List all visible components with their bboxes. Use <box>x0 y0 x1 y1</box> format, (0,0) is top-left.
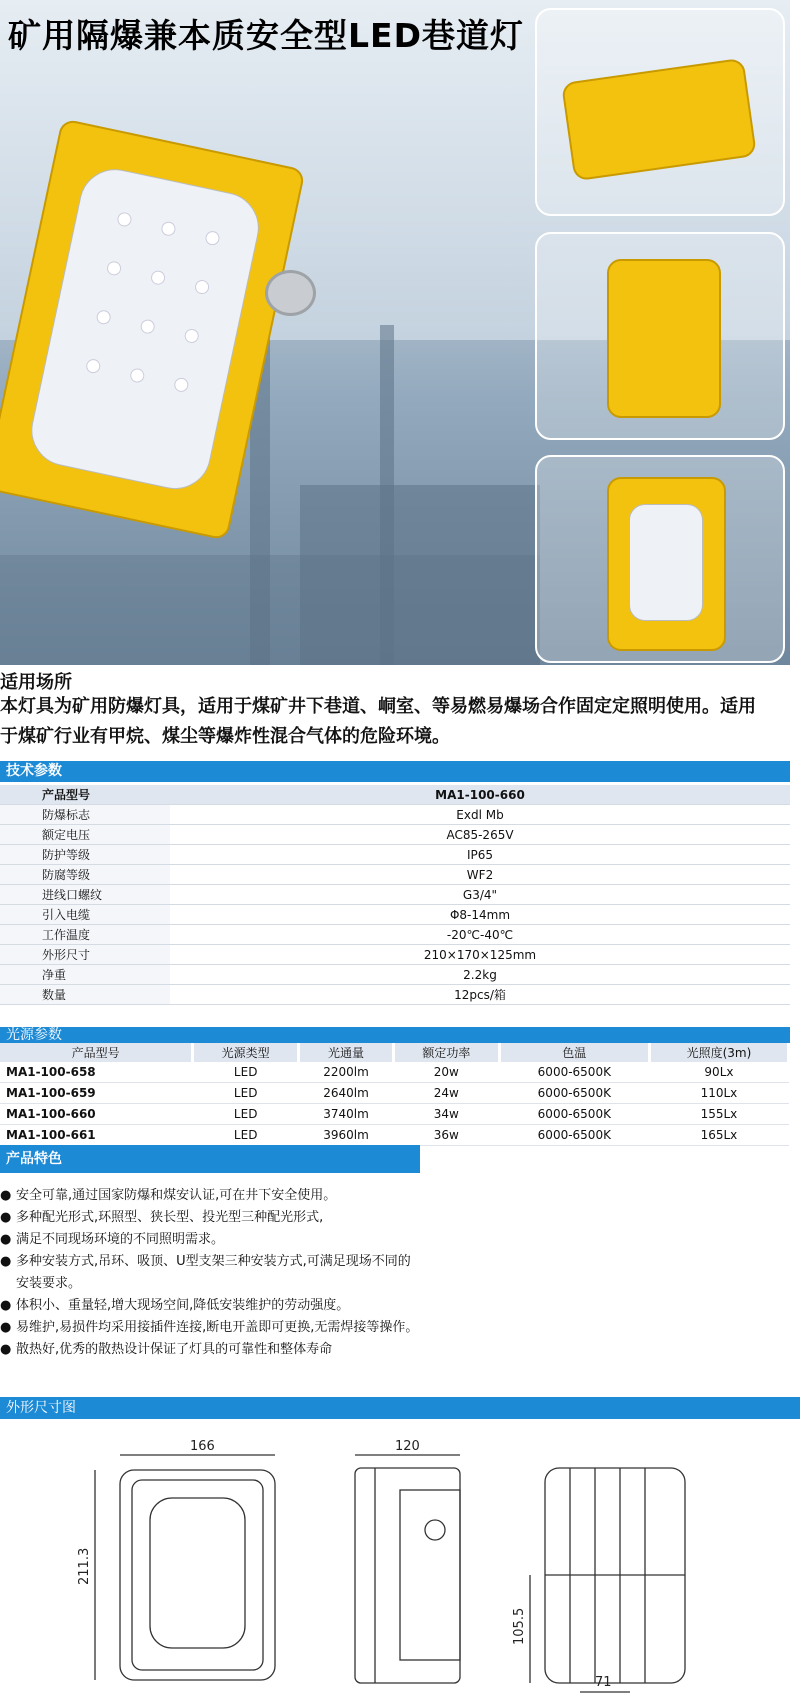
light-cell: 110Lx <box>649 1083 788 1104</box>
light-cell: LED <box>193 1125 299 1146</box>
dimension-drawing <box>0 1420 800 1700</box>
thumb-front-view <box>535 455 785 663</box>
light-cell: 6000-6500K <box>499 1062 649 1083</box>
tech-key: 数量 <box>0 985 170 1005</box>
light-col-header: 光源类型 <box>193 1043 299 1062</box>
tech-key: 防腐等级 <box>0 865 170 885</box>
feature-item: ● 多种安装方式,吊环、吸顶、U型支架三种安装方式,可满足现场不同的安装要求。 <box>0 1251 420 1295</box>
light-cell: 6000-6500K <box>499 1125 649 1146</box>
tech-value: 12pcs/箱 <box>170 985 790 1005</box>
features-list <box>0 1185 420 1361</box>
tech-key: 产品型号 <box>0 785 170 805</box>
tech-row <box>0 965 790 985</box>
light-col-header: 色温 <box>499 1043 649 1062</box>
light-cell: 34w <box>393 1104 499 1125</box>
tech-key: 引入电缆 <box>0 905 170 925</box>
light-cell: MA1-100-661 <box>0 1125 193 1146</box>
application-text: 本灯具为矿用防爆灯具，适用于煤矿井下巷道、峒室、等易燃易爆场合作固定定照明使用。适用于煤矿行业有甲烷、煤尘等爆炸性混合气体的危险环境。 <box>0 696 756 747</box>
tech-value: Exdl Mb <box>170 805 790 825</box>
dim-label-mount-width: 71 <box>595 1675 612 1690</box>
tech-key: 外形尺寸 <box>0 945 170 965</box>
tech-key: 工作温度 <box>0 925 170 945</box>
tech-row <box>0 885 790 905</box>
tech-table <box>0 785 790 1005</box>
plant-ground <box>0 555 540 665</box>
tech-value: MA1-100-660 <box>170 785 790 805</box>
light-table <box>0 1043 790 1146</box>
light-row <box>0 1125 789 1146</box>
tech-row <box>0 985 790 1005</box>
tech-row <box>0 925 790 945</box>
tech-row <box>0 865 790 885</box>
light-col-header: 光通量 <box>299 1043 394 1062</box>
feature-item: ● 易维护,易损件均采用接插件连接,断电开盖即可更换,无需焊接等操作。 <box>0 1317 420 1339</box>
tech-key: 防爆标志 <box>0 805 170 825</box>
light-cell: 24w <box>393 1083 499 1104</box>
tech-row <box>0 825 790 845</box>
dim-label-depth: 120 <box>395 1439 420 1454</box>
tech-value: G3/4" <box>170 885 790 905</box>
tech-value: 2.2kg <box>170 965 790 985</box>
dim-label-width: 166 <box>190 1439 215 1454</box>
light-cell: 36w <box>393 1125 499 1146</box>
light-col-header: 额定功率 <box>393 1043 499 1062</box>
tech-heading: 技术参数 <box>0 761 790 782</box>
tech-value: WF2 <box>170 865 790 885</box>
tech-value: Φ8-14mm <box>170 905 790 925</box>
application-heading: 适用场所 <box>0 672 72 693</box>
light-heading: 光源参数 <box>0 1027 790 1044</box>
light-cell: 6000-6500K <box>499 1104 649 1125</box>
light-cell: 3960lm <box>299 1125 394 1146</box>
feature-item: ● 体积小、重量轻,增大现场空间,降低安装维护的劳动强度。 <box>0 1295 420 1317</box>
light-cell: 6000-6500K <box>499 1083 649 1104</box>
tech-key: 防护等级 <box>0 845 170 865</box>
light-cell: 20w <box>393 1062 499 1083</box>
light-cell: 2640lm <box>299 1083 394 1104</box>
tech-value: 210×170×125mm <box>170 945 790 965</box>
dim-label-mount-height: 105.5 <box>512 1607 527 1645</box>
tech-key: 进线口螺纹 <box>0 885 170 905</box>
light-cell: 165Lx <box>649 1125 788 1146</box>
tech-row <box>0 905 790 925</box>
dim-label-height: 211.3 <box>77 1547 92 1585</box>
light-cell: 3740lm <box>299 1104 394 1125</box>
features-heading: 产品特色 <box>0 1145 420 1173</box>
feature-item: ● 散热好,优秀的散热设计保证了灯具的可靠性和整体寿命 <box>0 1339 420 1361</box>
light-cell: MA1-100-659 <box>0 1083 193 1104</box>
light-row <box>0 1062 789 1083</box>
light-row <box>0 1104 789 1125</box>
page-title: 矿用隔爆兼本质安全型LED巷道灯 <box>8 16 524 55</box>
tech-value: -20℃-40℃ <box>170 925 790 945</box>
tech-value: IP65 <box>170 845 790 865</box>
feature-item: ● 安全可靠,通过国家防爆和煤安认证,可在井下安全使用。 <box>0 1185 420 1207</box>
tech-row <box>0 785 790 805</box>
cable-gland <box>265 270 316 316</box>
tech-value: AC85-265V <box>170 825 790 845</box>
feature-item: ● 满足不同现场环境的不同照明需求。 <box>0 1229 420 1251</box>
light-cell: LED <box>193 1062 299 1083</box>
light-cell: MA1-100-660 <box>0 1104 193 1125</box>
tech-key: 额定电压 <box>0 825 170 845</box>
tech-row <box>0 805 790 825</box>
light-cell: 90Lx <box>649 1062 788 1083</box>
light-cell: LED <box>193 1083 299 1104</box>
lamp-lens <box>25 162 266 495</box>
light-col-header: 光照度(3m) <box>649 1043 788 1062</box>
thumb-side-view <box>535 8 785 216</box>
dimensions-heading: 外形尺寸图 <box>0 1397 800 1419</box>
tech-row <box>0 945 790 965</box>
tech-key: 净重 <box>0 965 170 985</box>
light-cell: 2200lm <box>299 1062 394 1083</box>
hero-banner <box>0 0 790 665</box>
light-col-header: 产品型号 <box>0 1043 193 1062</box>
light-cell: 155Lx <box>649 1104 788 1125</box>
light-row <box>0 1083 789 1104</box>
feature-item: ● 多种配光形式,环照型、狭长型、投光型三种配光形式, <box>0 1207 420 1229</box>
tech-row <box>0 845 790 865</box>
light-cell: MA1-100-658 <box>0 1062 193 1083</box>
light-cell: LED <box>193 1104 299 1125</box>
thumb-back-view <box>535 232 785 440</box>
